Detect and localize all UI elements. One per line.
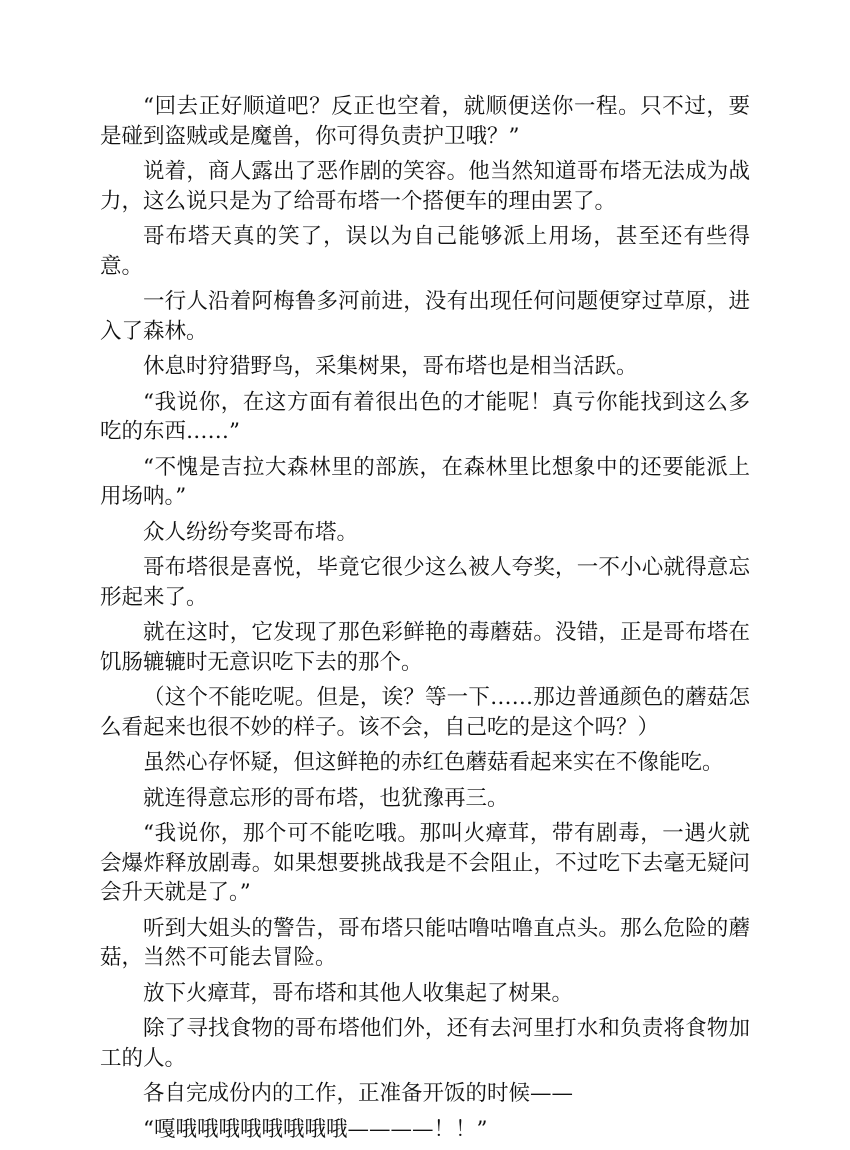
paragraph: “嘎哦哦哦哦哦哦哦哦————！！” bbox=[143, 1116, 488, 1142]
paragraph: 各自完成份内的工作，正准备开饭的时候—— bbox=[143, 1081, 574, 1106]
paragraph: “我说你，那个可不能吃哦。那叫火瘴茸，带有剧毒，一遇火就会爆炸释放剧毒。如果想要挑战我是不会阻止，不过吃下去毫无疑问会升天就是了。” bbox=[100, 821, 750, 905]
paragraph: 就连得意忘形的哥布塔，也犹豫再三。 bbox=[143, 785, 509, 811]
paragraph: “不愧是吉拉大森林里的部族，在森林里比想象中的还要能派上用场呐。” bbox=[100, 454, 750, 509]
paragraph: 放下火瘴茸，哥布塔和其他人收集起了树果。 bbox=[143, 980, 574, 1006]
paragraph: “我说你，在这方面有着很出色的才能呢！真亏你能找到这么多吃的东西……” bbox=[100, 389, 750, 444]
paragraph: 哥布塔天真的笑了，误以为自己能够派上用场，甚至还有些得意。 bbox=[100, 224, 750, 279]
paragraph: （这个不能吃呢。但是，诶？等一下……那边普通颜色的蘑菇怎么看起来也很不妙的样子。该不会，自己吃的是这个吗？） bbox=[100, 685, 750, 740]
document-page bbox=[100, 92, 750, 1150]
paragraph: 众人纷纷夸奖哥布塔。 bbox=[143, 519, 359, 545]
paragraph: 听到大姐头的警告，哥布塔只能咕噜咕噜直点头。那么危险的蘑菇，当然不可能去冒险。 bbox=[100, 915, 750, 970]
paragraph: “回去正好顺道吧？反正也空着，就顺便送你一程。只不过，要是碰到盗贼或是魔兽，你可得负责护卫哦？” bbox=[100, 94, 750, 149]
paragraph: 一行人沿着阿梅鲁多河前进，没有出现任何问题便穿过草原，进入了森林。 bbox=[100, 289, 750, 344]
paragraph: 就在这时，它发现了那色彩鲜艳的毒蘑菇。没错，正是哥布塔在饥肠辘辘时无意识吃下去的那个。 bbox=[100, 620, 750, 675]
paragraph: 虽然心存怀疑，但这鲜艳的赤红色蘑菇看起来实在不像能吃。 bbox=[143, 750, 724, 775]
paragraph: 说着，商人露出了恶作剧的笑容。他当然知道哥布塔无法成为战力，这么说只是为了给哥布塔一个搭便车的理由罢了。 bbox=[100, 159, 750, 214]
paragraph: 哥布塔很是喜悦，毕竟它很少这么被人夸奖，一不小心就得意忘形起来了。 bbox=[100, 555, 750, 610]
paragraph: 除了寻找食物的哥布塔他们外，还有去河里打水和负责将食物加工的人。 bbox=[100, 1016, 750, 1071]
paragraph: 休息时狩猎野鸟，采集树果，哥布塔也是相当活跃。 bbox=[143, 354, 638, 379]
